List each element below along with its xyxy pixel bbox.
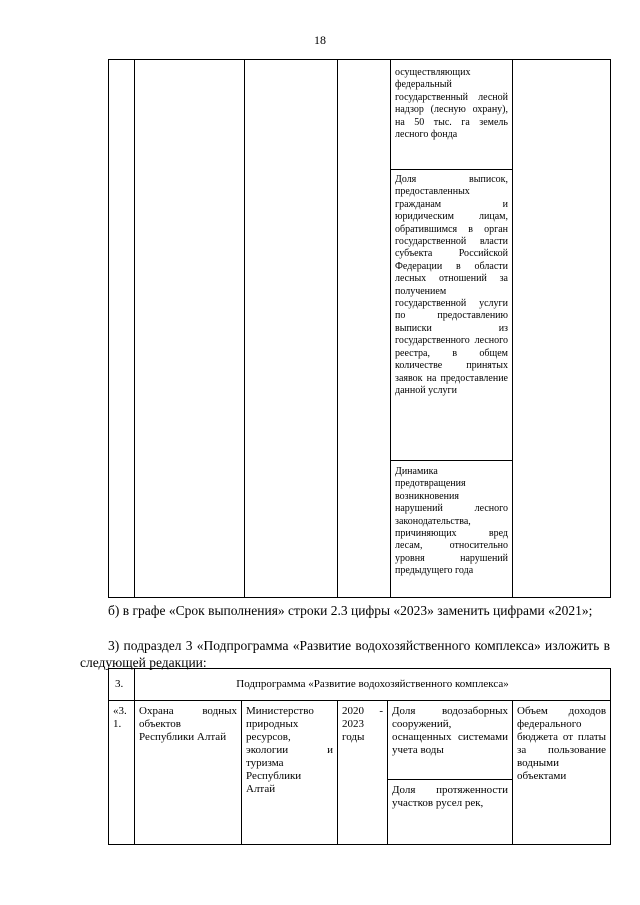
table-cell-empty <box>338 60 391 598</box>
income-indicator: Объем доходов федерального бюджета от платы за пользование водными объектами <box>513 701 611 845</box>
indicator-text: Доля протяженности участков русел рек, <box>392 784 508 809</box>
indicator-text: Доля выписок, предоставленных гражданам и юридическим лицам, обратившимся в орган государственной власти субъекта Российской Федерации в области лесных отношений за получением государственной услуги по предоставлению выписки из государственного лесного реестра, в общем количестве принятых заявок на предоставление данной услуги <box>395 174 508 396</box>
table-cell-empty <box>513 60 611 598</box>
table-cell-empty <box>245 60 338 598</box>
water-subprogram-table <box>108 668 611 845</box>
subprogram-title: Подпрограмма «Развитие водохозяйственного комплекса» <box>135 669 611 701</box>
indicator-text: осуществляющих федеральный государственный лесной надзор (лесную охрану), на 50 тыс. га земель лесного фонда <box>395 67 508 141</box>
indicators-table-continued <box>108 59 611 598</box>
execution-period: 2020 - 2023 годы <box>338 701 388 845</box>
amendment-paragraph-b: б) в графе «Срок выполнения» строки 2.3 цифры «2023» заменить цифрами «2021»; <box>108 603 593 618</box>
row-number: «3.1. <box>109 701 135 845</box>
section-number: 3. <box>109 669 135 701</box>
indicator-text: Динамика предотвращения возникновения нарушений лесного законодательства, причиняющих вред лесам, относительно уровня нарушений предыдущего года <box>395 466 508 577</box>
indicator-cell <box>391 170 513 461</box>
indicator-text: Доля водозаборных сооружений, оснащенных системами учета воды <box>388 701 512 780</box>
amendment-paragraph-3: 3) подраздел 3 «Подпрограмма «Развитие водохозяйственного комплекса» изложить в следующей редакции: <box>80 638 610 670</box>
indicator-cell <box>391 60 513 170</box>
responsible-executor: Министерство природных ресурсов, экологии и туризма Республики Алтай <box>242 701 338 845</box>
indicator-cell <box>391 461 513 598</box>
page-number: 18 <box>314 33 326 47</box>
task-name: Охрана водных объектов Республики Алтай <box>135 701 242 845</box>
indicators-cell <box>388 701 513 845</box>
table-cell-empty <box>135 60 245 598</box>
table-cell-empty <box>109 60 135 598</box>
